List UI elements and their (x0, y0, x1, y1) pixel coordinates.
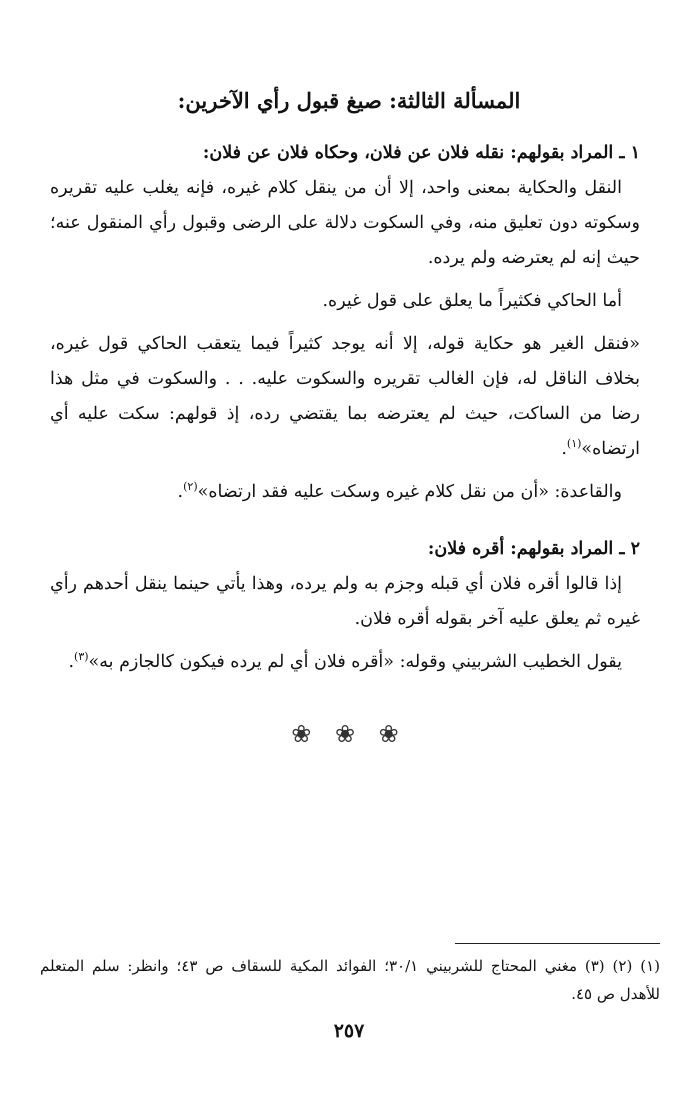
footnote-separator (455, 943, 660, 944)
section-1-heading-phrase: نقله فلان عن فلان، وحكاه فلان عن فلان: (202, 143, 505, 163)
footnote-ref-2: (٢) (183, 480, 198, 494)
main-text (50, 136, 640, 680)
footnote-ref-3: (٣) (74, 650, 89, 664)
section-2-heading-phrase: أقره فلان: (427, 539, 505, 559)
section-2-number: ٢ ـ (619, 539, 640, 559)
section-2-heading (50, 532, 640, 567)
section-divider-ornament: ❀ ❀ ❀ (291, 720, 407, 748)
page-title: المسألة الثالثة: صيغ قبول رأي الآخرين: (177, 88, 521, 113)
section-2-quote: يقول الخطيب الشربيني وقوله: «أقره فلان أي لم يرده فيكون كالجازم به»$^{(٣)}$. (68, 650, 622, 672)
section-1-paragraph-1: النقل والحكاية بمعنى واحد، إلا أن من ينقل كلام غيره، فإنه يغلب عليه تقريره وسكوته دون تعليق منه، وفي السكوت دلالة على الرضى وقبول رأي المنقول عنه؛ حيث إنه لم يعترضه ولم يرده. (50, 178, 640, 268)
section-2-heading-label: المراد بقولهم: (510, 539, 614, 559)
section-1-heading-label: المراد بقولهم: (510, 143, 614, 163)
section-1-number: ١ ـ (619, 143, 640, 163)
section-1-paragraph-2: أما الحاكي فكثيراً ما يعلق على قول غيره. (322, 291, 622, 311)
footnotes: (١) (٢) (٣) مغني المحتاج للشربيني ٣٠/١؛ الفوائد المكية للسقاف ص ٤٣؛ وانظر: سلم المتعلم للأهدل ص ٤٥. (40, 957, 660, 1003)
section-1-heading (50, 136, 640, 171)
section-1-quote: «فنقل الغير هو حكاية قوله، إلا أنه يوجد كثيراً فيما يتعقب الحاكي قول غيره، بخلاف الناقل له، فإن الغالب تقريره والسكوت عليه. . . والسكوت في مثل هذا رضا من الساكت، حيث لم يعترضه بما يقتضي رده، إذ قولهم: سكت عليه أي ارتضاه»$^{(١)}$. (50, 334, 640, 459)
section-1-rule: والقاعدة: «أن من نقل كلام غيره وسكت عليه فقد ارتضاه»$^{(٢)}$. (177, 480, 622, 502)
footnote-ref-1: (١) (566, 437, 582, 451)
section-2-paragraph-1: إذا قالوا أقره فلان أي قبله وجزم به ولم يرده، وهذا يأتي حينما ينقل أحدهم رأي غيره ثم يعلق عليه آخر بقوله أقره فلان. (50, 574, 640, 629)
page-number: ٢٥٧ (333, 1020, 365, 1042)
